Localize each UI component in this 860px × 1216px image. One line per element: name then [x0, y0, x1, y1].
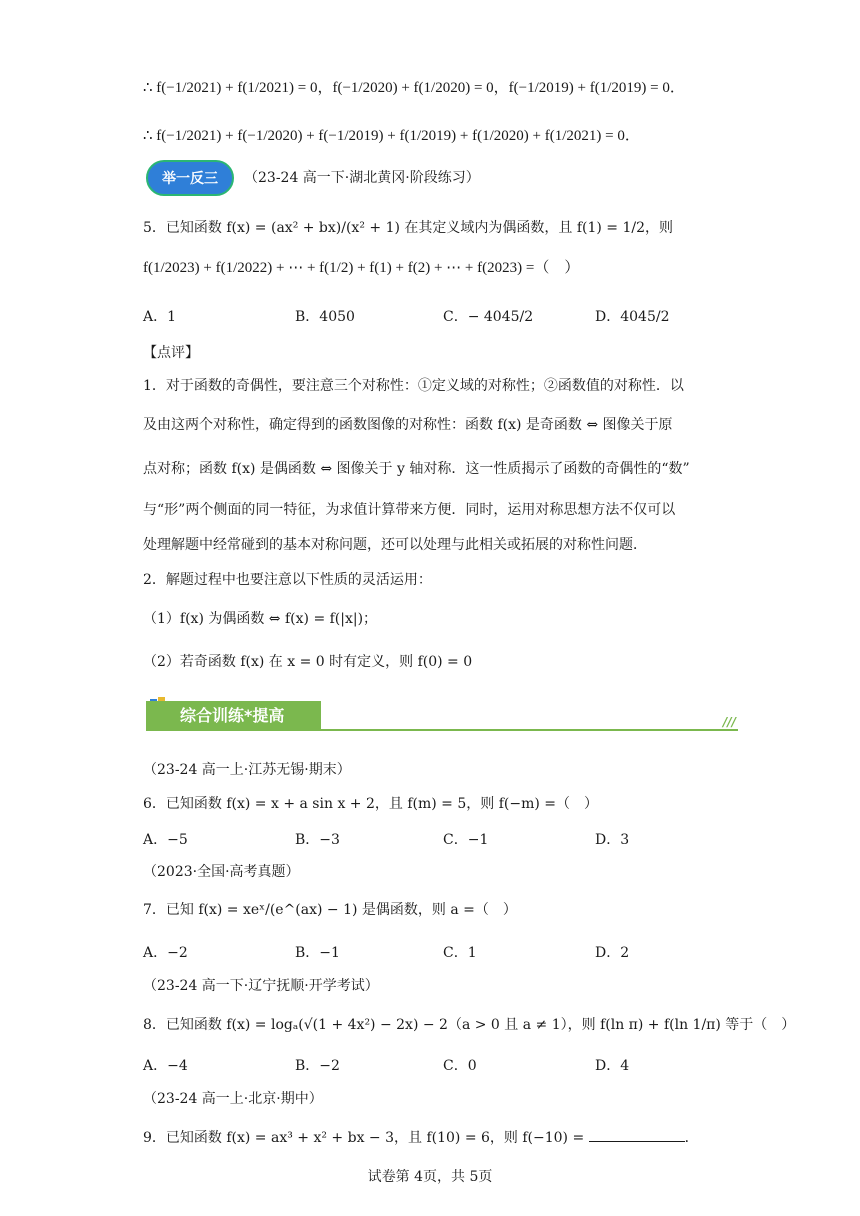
comment-p1-line5: 处理解题中经常碰到的基本对称问题，还可以处理与此相关或拓展的对称性问题． [143, 537, 647, 553]
solution-line-1: ∴ f(−1/2021) + f(1/2021) = 0，f(−1/2020) + f(1/2020) = 0，f(−1/2019) + f(1/2019) = 0． [143, 80, 685, 96]
q8-option-a: A．−4 [143, 1058, 188, 1074]
section-header [146, 693, 738, 735]
q5-option-b: B．4050 [295, 309, 355, 325]
q5-option-a: A．1 [143, 309, 177, 325]
comment-p2: 2．解题过程中也要注意以下性质的灵活运用： [143, 572, 432, 588]
comment-p1-line2: 及由这两个对称性，确定得到的函数图像的对称性：函数 f(x) 是奇函数 ⇔ 图像关于原 [143, 417, 673, 433]
q5-option-c: C．− 4045/2 [443, 309, 534, 325]
comment-p1-line1: 1．对于函数的奇偶性，要注意三个对称性：①定义域的对称性；②函数值的对称性．以 [143, 378, 684, 394]
q6-option-d: D．3 [595, 832, 630, 848]
section-rule [321, 729, 738, 731]
q5-stem: 5．已知函数 f(x) = (ax² + bx)/(x² + 1) 在其定义域内为偶函数，且 f(1) = 1/2，则 [143, 220, 674, 236]
q7-option-a: A．−2 [143, 945, 188, 961]
q5-option-d: D．4045/2 [595, 309, 670, 325]
q6-stem: 6．已知函数 f(x) = x + a sin x + 2，且 f(m) = 5，则 f(−m) =（ ） [143, 796, 598, 812]
section-title: 综合训练*提高 [146, 701, 321, 731]
practice-badge: 举一反三 [146, 160, 234, 196]
solution-line-2: ∴ f(−1/2021) + f(−1/2020) + f(−1/2019) + f(1/2019) + f(1/2020) + f(1/2021) = 0． [143, 128, 640, 144]
comment-heading: 【点评】 [143, 345, 199, 361]
q8-option-c: C．0 [443, 1058, 477, 1074]
q7-option-c: C．1 [443, 945, 477, 961]
q5-expression: f(1/2023) + f(1/2022) + ⋯ + f(1/2) + f(1) + f(2) + ⋯ + f(2023) =（ ） [143, 260, 580, 276]
q8-stem: 8．已知函数 f(x) = logₐ(√(1 + 4x²) − 2x) − 2（a > 0 且 a ≠ 1），则 f(ln π) + f(ln 1/π) 等于（ ） [143, 1017, 796, 1033]
q9-stem-line [143, 1127, 699, 1148]
q7-source: （2023·全国·高考真题） [143, 864, 300, 880]
section-mark: /// [722, 715, 736, 729]
comment-p2-item2: （2）若奇函数 f(x) 在 x = 0 时有定义，则 f(0) = 0 [143, 654, 473, 670]
q6-option-b: B．−3 [295, 832, 340, 848]
q6-source: （23-24 高一上·江苏无锡·期末） [143, 762, 351, 778]
comment-p2-item1: （1）f(x) 为偶函数 ⇔ f(x) = f(|x|)； [143, 611, 378, 627]
q6-option-a: A．−5 [143, 832, 188, 848]
q8-source: （23-24 高一下·辽宁抚顺·开学考试） [143, 978, 379, 994]
q7-stem: 7．已知 f(x) = xeˣ/(e^(ax) − 1) 是偶函数，则 a =（ ） [143, 902, 517, 918]
q5-source: （23-24 高一下·湖北黄冈·阶段练习） [244, 170, 480, 186]
page-footer: 试卷第 4页，共 5页 [367, 1169, 493, 1185]
q7-option-d: D．2 [595, 945, 630, 961]
comment-p1-line4: 与“形”两个侧面的同一特征，为求值计算带来方便．同时，运用对称思想方法不仅可以 [143, 502, 676, 518]
q6-option-c: C．−1 [443, 832, 489, 848]
q9-source: （23-24 高一上·北京·期中） [143, 1091, 323, 1107]
q9-answer-blank[interactable] [589, 1127, 685, 1142]
q8-option-d: D．4 [595, 1058, 630, 1074]
q9-end: ． [684, 1130, 699, 1146]
q9-stem: 9．已知函数 f(x) = ax³ + x² + bx − 3，且 f(10) = 6，则 f(−10) = [143, 1130, 585, 1146]
q8-option-b: B．−2 [295, 1058, 340, 1074]
q7-option-b: B．−1 [295, 945, 340, 961]
comment-p1-line3: 点对称；函数 f(x) 是偶函数 ⇔ 图像关于 y 轴对称．这一性质揭示了函数的奇偶性的“数” [143, 461, 690, 477]
